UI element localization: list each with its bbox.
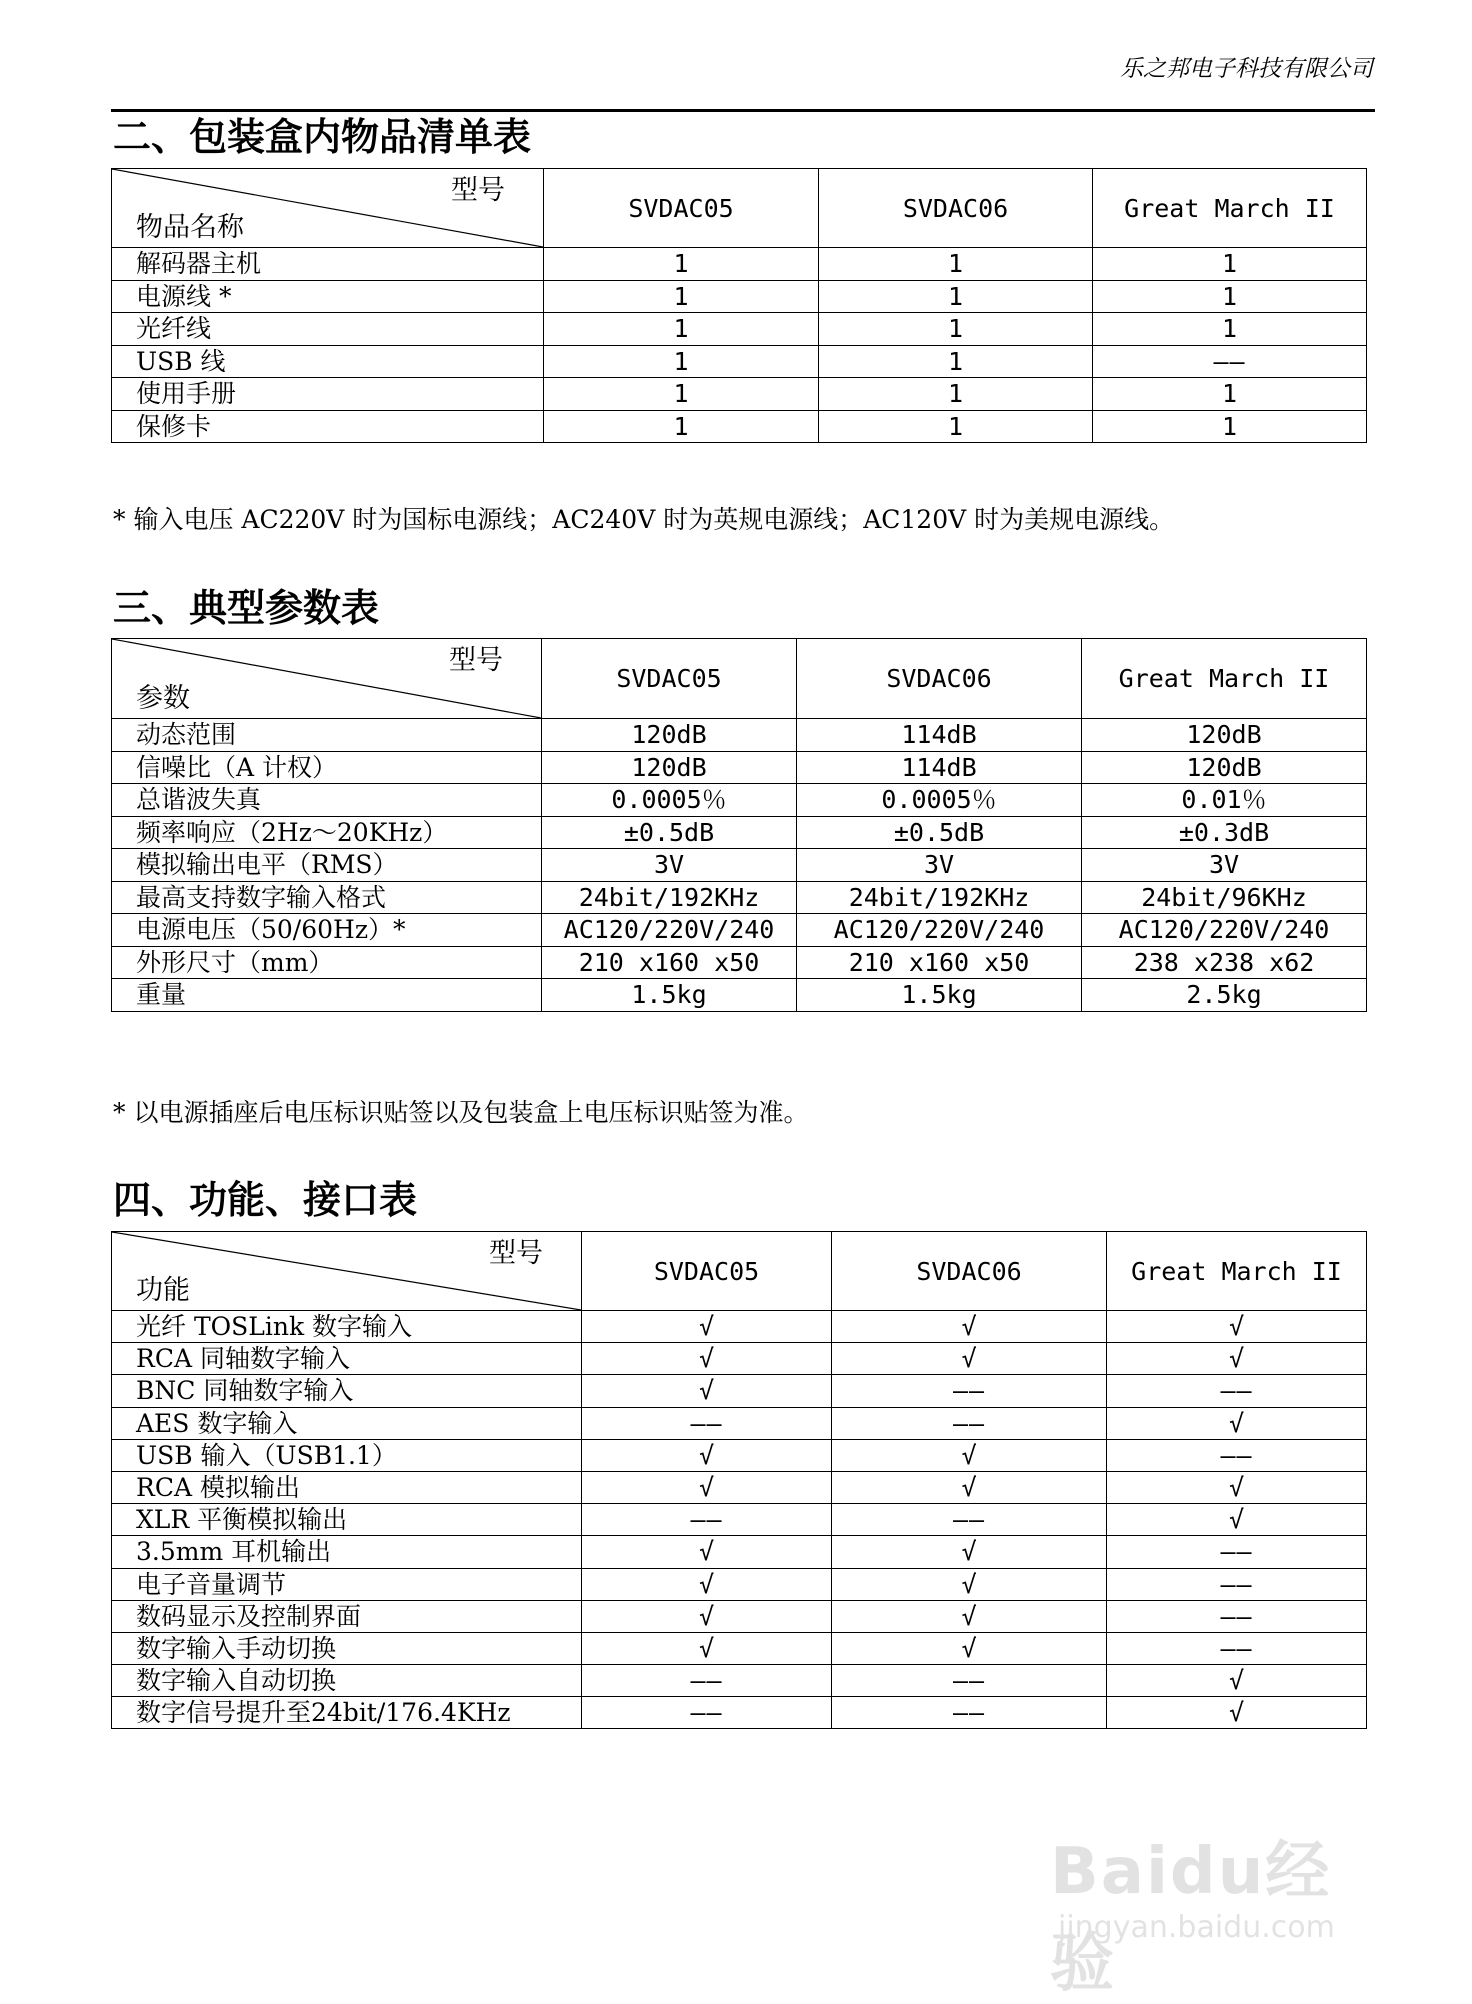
- value-cell: AC120/220V/240: [1082, 914, 1367, 947]
- table-row: [112, 849, 1367, 882]
- value-cell: 1: [1093, 280, 1367, 313]
- section2-footnote: * 输入电压 AC220V 时为国标电源线；AC240V 时为英规电源线；AC120V 时为美规电源线。: [113, 505, 1175, 534]
- table-row: [112, 1600, 1367, 1632]
- value-cell: 0.0005％: [797, 784, 1082, 817]
- dash-cell: ——: [1107, 1439, 1367, 1471]
- diagonal-header-cell: [112, 639, 542, 719]
- dash-cell: ——: [1107, 1568, 1367, 1600]
- value-cell: ±0.5dB: [542, 816, 797, 849]
- table-row: [112, 248, 1367, 281]
- diagonal-header-cell: [112, 1232, 582, 1311]
- table-row: [112, 1439, 1367, 1471]
- check-mark-cell: √: [832, 1568, 1107, 1600]
- value-cell: 120dB: [542, 751, 797, 784]
- row-label: 电源线 *: [112, 280, 544, 313]
- row-label: 使用手册: [112, 378, 544, 411]
- value-cell: 0.0005％: [542, 784, 797, 817]
- model-header: Great March II: [1082, 639, 1367, 719]
- check-mark-cell: √: [832, 1439, 1107, 1471]
- table-row: [112, 946, 1367, 979]
- value-cell: AC120/220V/240: [542, 914, 797, 947]
- row-label: 数字信号提升至24bit/176.4KHz: [112, 1697, 582, 1729]
- row-label: USB 输入（USB1.1）: [112, 1439, 582, 1471]
- row-label: USB 线: [112, 345, 544, 378]
- check-mark-cell: √: [582, 1600, 832, 1632]
- table-row: [112, 751, 1367, 784]
- table-row: [112, 378, 1367, 411]
- row-label: 动态范围: [112, 719, 542, 752]
- value-cell: 3V: [1082, 849, 1367, 882]
- check-mark-cell: √: [1107, 1311, 1367, 1343]
- value-cell: 1: [544, 313, 819, 346]
- value-cell: 1: [819, 410, 1093, 443]
- dash-cell: ——: [1107, 1375, 1367, 1407]
- value-cell: 1: [544, 248, 819, 281]
- corner-label-model: 型号: [449, 645, 503, 676]
- table-row: [112, 881, 1367, 914]
- row-label: 最高支持数字输入格式: [112, 881, 542, 914]
- check-mark-cell: √: [582, 1439, 832, 1471]
- row-label: 模拟输出电平（RMS）: [112, 849, 542, 882]
- check-mark-cell: √: [582, 1343, 832, 1375]
- check-mark-cell: √: [832, 1343, 1107, 1375]
- value-cell: 210 x160 x50: [542, 946, 797, 979]
- row-label: 信噪比（A 计权）: [112, 751, 542, 784]
- watermark-url-text: jingyan.baidu.com: [1058, 1910, 1335, 1945]
- value-cell: 1: [1093, 313, 1367, 346]
- row-label: XLR 平衡模拟输出: [112, 1504, 582, 1536]
- row-label: 电子音量调节: [112, 1568, 582, 1600]
- section2-title: 二、包装盒内物品清单表: [113, 115, 532, 159]
- model-header: SVDAC05: [542, 639, 797, 719]
- dash-cell: ——: [832, 1697, 1107, 1729]
- model-header: SVDAC06: [832, 1232, 1107, 1311]
- check-mark-cell: √: [582, 1375, 832, 1407]
- value-cell: 3V: [542, 849, 797, 882]
- value-cell: 210 x160 x50: [797, 946, 1082, 979]
- check-mark-cell: √: [1107, 1471, 1367, 1503]
- table-row: [112, 410, 1367, 443]
- model-header: Great March II: [1093, 169, 1367, 248]
- dash-cell: ——: [1093, 345, 1367, 378]
- row-label: AES 数字输入: [112, 1407, 582, 1439]
- section4-title: 四、功能、接口表: [113, 1178, 418, 1222]
- value-cell: 3V: [797, 849, 1082, 882]
- dash-cell: ——: [582, 1504, 832, 1536]
- value-cell: 2.5kg: [1082, 979, 1367, 1012]
- dash-cell: ——: [832, 1665, 1107, 1697]
- value-cell: 1: [819, 378, 1093, 411]
- value-cell: ±0.5dB: [797, 816, 1082, 849]
- dash-cell: ——: [582, 1697, 832, 1729]
- corner-label-param: 参数: [136, 683, 190, 714]
- parameters-table: [111, 638, 1367, 1012]
- table-row: [112, 1568, 1367, 1600]
- table-row: [112, 1407, 1367, 1439]
- row-label: 总谐波失真: [112, 784, 542, 817]
- header-rule: [111, 109, 1375, 112]
- value-cell: 238 x238 x62: [1082, 946, 1367, 979]
- check-mark-cell: √: [582, 1536, 832, 1568]
- check-mark-cell: √: [582, 1632, 832, 1664]
- value-cell: 1: [1093, 248, 1367, 281]
- value-cell: 120dB: [542, 719, 797, 752]
- value-cell: 1.5kg: [797, 979, 1082, 1012]
- table-row: [112, 313, 1367, 346]
- row-label: 数字输入手动切换: [112, 1632, 582, 1664]
- check-mark-cell: √: [832, 1536, 1107, 1568]
- table-row: [112, 1311, 1367, 1343]
- dash-cell: ——: [582, 1407, 832, 1439]
- row-label: 保修卡: [112, 410, 544, 443]
- table-row: [112, 1375, 1367, 1407]
- table-row: [112, 816, 1367, 849]
- value-cell: 1: [544, 280, 819, 313]
- section3-title: 三、典型参数表: [113, 586, 380, 630]
- value-cell: 114dB: [797, 719, 1082, 752]
- table-row: [112, 1536, 1367, 1568]
- value-cell: 0.01％: [1082, 784, 1367, 817]
- model-header: SVDAC05: [582, 1232, 832, 1311]
- table-row: [112, 1665, 1367, 1697]
- check-mark-cell: √: [582, 1568, 832, 1600]
- value-cell: 1: [819, 280, 1093, 313]
- check-mark-cell: √: [1107, 1665, 1367, 1697]
- value-cell: 24bit/96KHz: [1082, 881, 1367, 914]
- section3-footnote: * 以电源插座后电压标识贴签以及包装盒上电压标识贴签为准。: [113, 1098, 809, 1127]
- check-mark-cell: √: [832, 1632, 1107, 1664]
- corner-label-feature: 功能: [136, 1275, 190, 1306]
- value-cell: ±0.3dB: [1082, 816, 1367, 849]
- dash-cell: ——: [1107, 1600, 1367, 1632]
- row-label: 电源电压（50/60Hz）*: [112, 914, 542, 947]
- row-label: 光纤线: [112, 313, 544, 346]
- company-name: 乐之邦电子科技有限公司: [1120, 56, 1373, 81]
- model-header: SVDAC05: [544, 169, 819, 248]
- check-mark-cell: √: [832, 1311, 1107, 1343]
- row-label: RCA 同轴数字输入: [112, 1343, 582, 1375]
- dash-cell: ——: [832, 1504, 1107, 1536]
- table-row: [112, 345, 1367, 378]
- row-label: BNC 同轴数字输入: [112, 1375, 582, 1407]
- value-cell: 1.5kg: [542, 979, 797, 1012]
- table-row: [112, 719, 1367, 752]
- dash-cell: ——: [832, 1407, 1107, 1439]
- table-header-row: [112, 1232, 1367, 1311]
- check-mark-cell: √: [1107, 1504, 1367, 1536]
- check-mark-cell: √: [1107, 1697, 1367, 1729]
- value-cell: 114dB: [797, 751, 1082, 784]
- check-mark-cell: √: [832, 1600, 1107, 1632]
- table-row: [112, 979, 1367, 1012]
- dash-cell: ——: [1107, 1536, 1367, 1568]
- dash-cell: ——: [582, 1665, 832, 1697]
- diagonal-header-cell: [112, 169, 544, 248]
- value-cell: 1: [544, 378, 819, 411]
- value-cell: 1: [1093, 410, 1367, 443]
- row-label: RCA 模拟输出: [112, 1471, 582, 1503]
- model-header: SVDAC06: [797, 639, 1082, 719]
- row-label: 数字输入自动切换: [112, 1665, 582, 1697]
- value-cell: 1: [544, 345, 819, 378]
- value-cell: 1: [819, 345, 1093, 378]
- row-label: 解码器主机: [112, 248, 544, 281]
- value-cell: AC120/220V/240: [797, 914, 1082, 947]
- table-header-row: [112, 169, 1367, 248]
- row-label: 数码显示及控制界面: [112, 1600, 582, 1632]
- table-row: [112, 784, 1367, 817]
- check-mark-cell: √: [582, 1471, 832, 1503]
- corner-label-model: 型号: [451, 175, 505, 206]
- table-row: [112, 1504, 1367, 1536]
- table-row: [112, 1632, 1367, 1664]
- table-row: [112, 1471, 1367, 1503]
- check-mark-cell: √: [832, 1471, 1107, 1503]
- check-mark-cell: √: [1107, 1407, 1367, 1439]
- table-row: [112, 280, 1367, 313]
- row-label: 重量: [112, 979, 542, 1012]
- value-cell: 1: [1093, 378, 1367, 411]
- table-row: [112, 1697, 1367, 1729]
- model-header: Great March II: [1107, 1232, 1367, 1311]
- model-header: SVDAC06: [819, 169, 1093, 248]
- row-label: 频率响应（2Hz～20KHz）: [112, 816, 542, 849]
- check-mark-cell: √: [1107, 1343, 1367, 1375]
- value-cell: 1: [819, 248, 1093, 281]
- dash-cell: ——: [1107, 1632, 1367, 1664]
- value-cell: 1: [819, 313, 1093, 346]
- value-cell: 24bit/192KHz: [797, 881, 1082, 914]
- dash-cell: ——: [832, 1375, 1107, 1407]
- value-cell: 120dB: [1082, 751, 1367, 784]
- watermark-logo-text: Baidu经验: [1050, 1835, 1332, 2001]
- value-cell: 1: [544, 410, 819, 443]
- table-row: [112, 914, 1367, 947]
- row-label: 外形尺寸（mm）: [112, 946, 542, 979]
- features-table: [111, 1231, 1367, 1729]
- baidu-watermark-logo: [1050, 1820, 1390, 2001]
- table-row: [112, 1343, 1367, 1375]
- value-cell: 24bit/192KHz: [542, 881, 797, 914]
- row-label: 3.5mm 耳机输出: [112, 1536, 582, 1568]
- packing-list-table: [111, 168, 1367, 443]
- check-mark-cell: √: [582, 1311, 832, 1343]
- value-cell: 120dB: [1082, 719, 1367, 752]
- row-label: 光纤 TOSLink 数字输入: [112, 1311, 582, 1343]
- corner-label-item: 物品名称: [136, 212, 244, 243]
- corner-label-model: 型号: [489, 1238, 543, 1269]
- table-header-row: [112, 639, 1367, 719]
